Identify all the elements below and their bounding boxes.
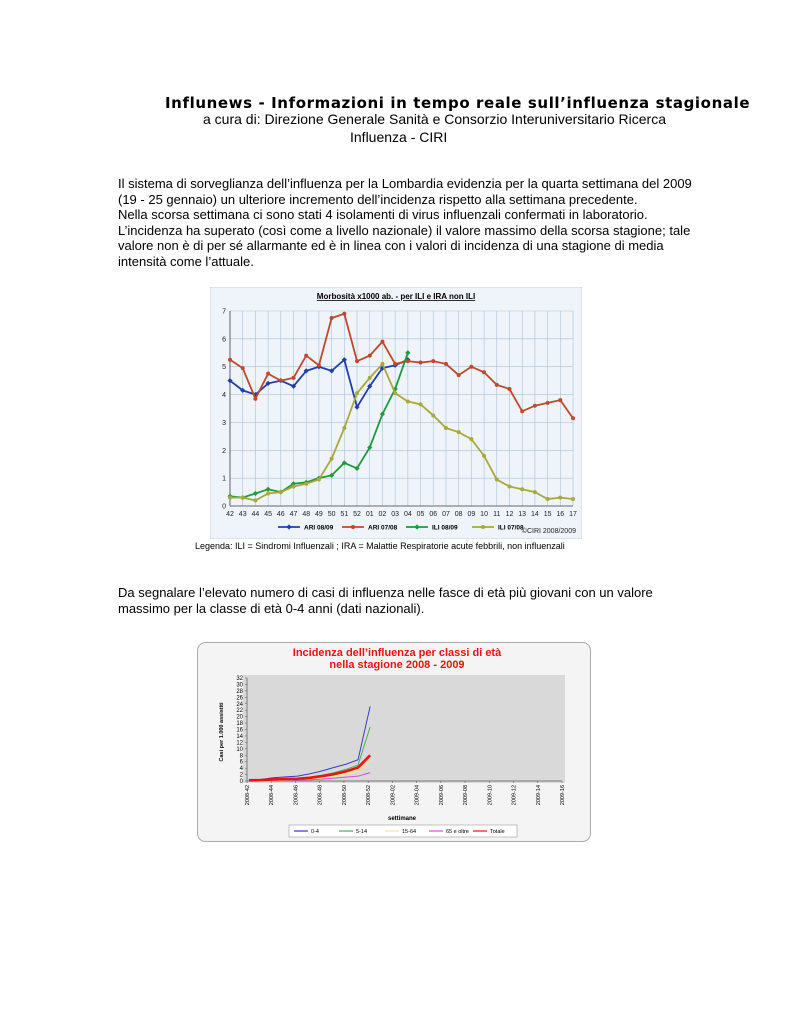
x-tick-label: 08 [454,511,463,518]
legend-label: 5-14 [356,829,368,835]
data-point [368,376,372,380]
x-tick-label: 06 [429,511,438,518]
data-point [546,401,550,405]
paragraph-line: Il sistema di sorveglianza dell’influenza per la Lombardia evidenzia per la quarta settimana del 2009 [118,176,692,191]
data-point [304,354,308,358]
legend-label: 0-4 [311,829,319,835]
x-tick-label: 04 [403,511,412,518]
x-tick-label: 52 [353,511,361,518]
data-point [317,363,321,367]
y-tick-label: 6 [222,336,226,344]
data-point [342,426,346,430]
x-tick-label: 09 [467,511,476,518]
data-point [533,404,537,408]
x-tick-label: 12 [505,511,514,518]
document-subtitle-cont: Influenza - CIRI [350,129,448,145]
paragraph-line: (19 - 25 gennaio) un ulteriore incremento dell’incidenza rispetto alla settimana precedente. [118,191,638,207]
paragraph-line: intensità come l’attuale. [118,253,254,269]
data-point [457,373,461,377]
x-tick-label: 2008-46 [293,785,300,806]
x-tick-label: 2008-48 [317,785,324,806]
paragraph-line: valore non è di per sé allarmante ed è in linea con i valori di incidenza di una stagione di media [118,238,664,253]
morbosita-chart [210,287,582,539]
data-point [330,316,334,320]
y-tick-label: 0 [239,779,243,785]
y-tick-label: 1 [222,475,226,483]
data-point [304,482,308,486]
x-tick-label: 2009-02 [390,785,397,806]
chart1-title: Morbosità x1000 ab. - per ILI e IRA non ILI [316,292,476,301]
data-point [228,496,232,500]
legend-label: ILI 08/09 [432,524,458,532]
x-tick-label: 2009-08 [463,785,470,806]
x-tick-label: 13 [518,511,527,518]
data-point [342,312,346,316]
paragraph-lombardia [118,176,692,269]
data-point [228,358,232,362]
x-tick-label: 2009-16 [560,785,566,806]
data-point [533,490,537,494]
data-point [292,485,296,489]
data-point [253,498,257,502]
y-tick-label: 14 [236,733,243,740]
x-tick-label: 02 [378,511,387,518]
data-point [507,485,511,489]
data-point [444,362,448,366]
legend-marker [351,525,355,529]
data-point [444,426,448,430]
y-tick-label: 6 [239,759,243,766]
x-tick-label: 14 [530,511,539,518]
data-point [457,430,461,434]
y-tick-label: 4 [239,766,243,773]
x-tick-label: 11 [493,511,501,518]
y-tick-label: 24 [236,701,243,708]
data-point [393,391,397,395]
x-tick-label: 07 [442,511,450,518]
y-tick-label: 4 [222,392,226,400]
paragraph-line: massimo per la classe di età 0-4 anni (dati nazionali). [118,600,425,616]
data-point [546,497,550,501]
x-tick-label: 46 [276,511,285,518]
chart2-subtitle: nella stagione 2008 - 2009 [329,659,465,671]
data-point [520,409,524,413]
x-tick-label: 05 [416,511,425,518]
chart1-credit: ©CIRI 2008/2009 [521,528,576,535]
data-point [558,398,562,402]
chart2-title: Incidenza dell’influenza per classi di età [292,647,502,659]
x-tick-label: 10 [480,511,488,518]
paragraph-line: L’incidenza ha superato (così come a livello nazionale) il valore massimo della scorsa stagione; tale [118,222,691,238]
x-tick-label: 45 [264,511,273,518]
data-point [406,359,410,363]
data-point [279,379,283,383]
x-tick-label: 01 [365,511,374,518]
data-point [482,370,486,374]
legend-marker [481,525,485,529]
x-tick-label: 49 [315,511,323,518]
data-point [431,413,435,417]
chart2-ylabel: Casi per 1.000 assistiti [219,702,225,762]
x-tick-label: 2009-06 [438,785,445,806]
y-tick-label: 26 [236,695,243,702]
data-point [571,416,575,420]
data-point [241,366,245,370]
x-tick-label: 16 [556,511,565,518]
data-point [330,457,334,461]
x-tick-label: 44 [251,511,260,518]
data-point [419,361,423,365]
chart1-legend-note: Legenda: ILI = Sindromi Influenzali ; IRA = Malattie Respiratorie acute febbrili, non influenzali [195,541,565,551]
data-point [355,359,359,363]
y-tick-label: 5 [222,364,226,372]
y-tick-label: 18 [236,721,243,728]
y-tick-label: 16 [236,727,243,734]
paragraph-line: Nella scorsa settimana ci sono stati 4 isolamenti di virus influenzali confermati in laboratorio. [118,207,648,222]
data-point [482,454,486,458]
data-point [406,400,410,404]
data-point [520,487,524,491]
data-point [279,490,283,494]
data-point [368,354,372,358]
data-point [431,359,435,363]
y-tick-label: 22 [236,708,243,715]
y-tick-label: 28 [236,688,243,695]
y-tick-label: 32 [236,676,243,682]
y-tick-label: 30 [236,682,243,689]
incidenza-eta-chart [197,642,591,842]
data-point [558,496,562,500]
y-tick-label: 10 [236,746,243,753]
data-point [241,496,245,500]
x-tick-label: 17 [569,511,577,518]
data-point [419,402,423,406]
x-tick-label: 2009-04 [414,785,421,806]
data-point [380,340,384,344]
data-point [355,391,359,395]
data-point [380,362,384,366]
data-point [253,397,257,401]
data-point [266,491,270,495]
data-point [495,383,499,387]
x-tick-label: 2008-52 [366,785,373,806]
legend-label: ILI 07/08 [498,524,524,532]
y-tick-label: 20 [236,714,243,721]
paragraph-eta [118,585,673,616]
document-title: Influnews - Informazioni in tempo reale sull’influenza stagionale [165,94,751,112]
x-tick-label: 43 [238,511,247,518]
legend-label: ARI 08/09 [304,524,334,532]
data-point [292,376,296,380]
data-point [393,362,397,366]
y-tick-label: 12 [236,740,243,747]
data-point [469,437,473,441]
x-tick-label: 2009-10 [487,785,494,806]
x-tick-label: 2008-44 [269,785,276,806]
x-tick-label: 15 [543,511,552,518]
y-tick-label: 2 [239,772,243,779]
x-tick-label: 50 [327,511,336,518]
x-tick-label: 2008-50 [341,785,348,806]
data-point [469,365,473,369]
legend-label: ARI 07/08 [368,524,398,532]
data-point [317,478,321,482]
legend-label: 65 e oltre [446,829,469,835]
y-tick-label: 8 [239,753,243,760]
y-tick-label: 7 [222,308,226,316]
chart2-xlabel: settimane [387,816,417,822]
x-tick-label: 51 [340,511,349,518]
legend-label: Totale [490,829,505,835]
x-tick-label: 48 [302,511,311,518]
data-point [495,478,499,482]
x-tick-label: 47 [289,511,298,518]
data-point [266,372,270,376]
x-tick-label: 03 [391,511,400,518]
legend-label: 15-64 [402,829,417,835]
paragraph-line: Da segnalare l’elevato numero di casi di influenza nelle fasce di età più giovani con un valore [118,585,653,600]
x-tick-label: 2008-42 [245,785,251,806]
data-point [571,497,575,501]
x-tick-label: 2009-12 [511,785,518,806]
y-tick-label: 3 [222,419,226,427]
y-tick-label: 0 [222,503,226,511]
x-tick-label: 42 [226,511,234,518]
y-tick-label: 2 [222,447,226,455]
document-subtitle: a cura di: Direzione Generale Sanità e Consorzio Interuniversitario Ricerca [203,111,666,127]
data-point [507,387,511,391]
x-tick-label: 2009-14 [535,785,542,806]
